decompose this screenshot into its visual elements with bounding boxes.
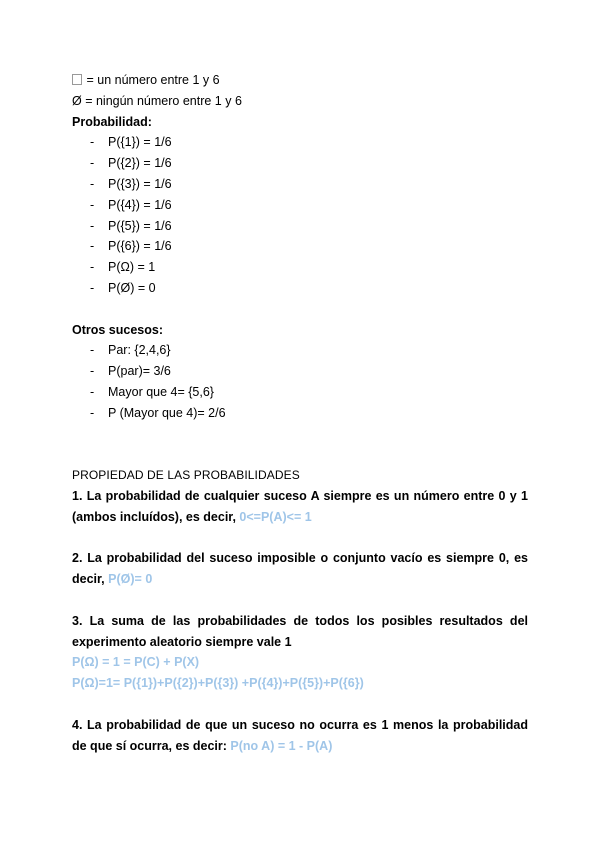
list-item: - P({5}) = 1/6 <box>90 218 172 233</box>
list-item: - P({2}) = 1/6 <box>90 156 172 171</box>
list-item: - P(Ø) = 0 <box>90 280 156 295</box>
list-item: - Par: {2,4,6} <box>90 343 171 358</box>
property-4-formula: P(no A) = 1 - P(A) <box>230 738 333 753</box>
list-item: - P(par)= 3/6 <box>90 364 171 379</box>
document-page <box>72 70 528 756</box>
property-1: 1. La probabilidad de cualquier suceso A siempre es un número entre 0 y 1 (ambos incluídos), es decir, 0<=P(A)<= 1 <box>72 488 528 524</box>
list-item: - P({1}) = 1/6 <box>90 135 172 150</box>
probabilidad-list <box>72 132 528 298</box>
list-item: - P({4}) = 1/6 <box>90 197 172 212</box>
probabilidad-title: Probabilidad: <box>72 114 152 129</box>
list-item: - P({3}) = 1/6 <box>90 176 172 191</box>
list-item: - P (Mayor que 4)= 2/6 <box>90 405 226 420</box>
property-3: 3. La suma de las probabilidades de todos los posibles resultados del experimento aleatorio siempre vale 1 <box>72 613 528 649</box>
properties-heading: PROPIEDAD DE LAS PROBABILIDADES <box>72 468 300 483</box>
property-4: 4. La probabilidad de que un suceso no ocurra es 1 menos la probabilidad de que sí ocurra, es decir: P(no A) = 1 - P(A) <box>72 717 528 753</box>
list-item: - P({6}) = 1/6 <box>90 239 172 254</box>
property-2: 2. La probabilidad del suceso imposible o conjunto vacío es siempre 0, es decir, P(Ø)= 0 <box>72 551 528 587</box>
omega-definition: = un número entre 1 y 6 <box>72 70 528 91</box>
missing-glyph-icon <box>72 74 82 85</box>
empty-set-definition: Ø = ningún número entre 1 y 6 <box>72 93 242 108</box>
property-3-formula-2: P(Ω)=1= P({1})+P({2})+P({3}) +P({4})+P({5})+P({6}) <box>72 676 364 691</box>
list-item: - P(Ω) = 1 <box>90 260 156 275</box>
property-2-formula: P(Ø)= 0 <box>108 572 153 587</box>
list-item: - Mayor que 4= {5,6} <box>90 384 214 399</box>
otros-sucesos-title: Otros sucesos: <box>72 322 164 337</box>
property-3-formula-1: P(Ω) = 1 = P(C) + P(X) <box>72 655 200 670</box>
otros-sucesos-list <box>72 340 528 423</box>
property-1-formula: 0<=P(A)<= 1 <box>239 509 312 524</box>
